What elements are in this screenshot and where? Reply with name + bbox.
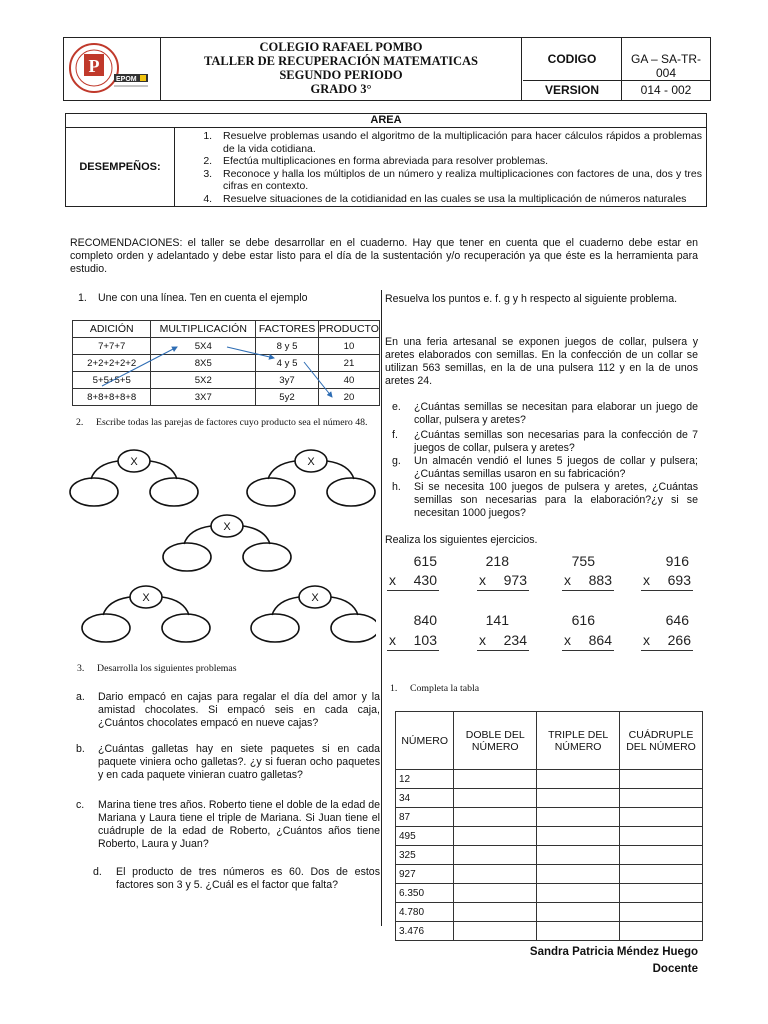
arrow-line [304, 362, 332, 397]
sum-line [641, 650, 693, 651]
answer-cell[interactable] [537, 770, 620, 789]
multiplier: 234 [503, 632, 527, 648]
q2-text: Escribe todas las parejas de factores cuyo producto sea el número 48. [96, 417, 368, 428]
sum-line [641, 590, 693, 591]
logo-image [64, 38, 160, 100]
header-cell: ADICIÓN [73, 321, 151, 338]
header-cell: CUÁDRUPLE DEL NÚMERO [620, 712, 703, 770]
multiplier: 266 [667, 632, 691, 648]
header-cell: NÚMERO [396, 712, 454, 770]
answer-cell[interactable] [620, 884, 703, 903]
table-cell: 8+8+8+8+8 [73, 389, 151, 406]
question-letter: h. [392, 481, 401, 493]
table-row [396, 884, 703, 903]
example-arrows [72, 320, 380, 404]
recommendations: RECOMENDACIONES: el taller se debe desarrollar en el cuaderno. Hay que tener en cuenta que el cuaderno debe estar en completo orden y adelantado y debe estar listo para el día de la sustentación y/o recuperación ya que éste es la herramienta para estudio. [70, 237, 698, 275]
right-intro: Resuelva los puntos e. f. g y h respecto al siguiente problema. [385, 293, 678, 305]
table-row [396, 903, 703, 922]
svg-text:EPOM: EPOM [116, 76, 137, 83]
question-e: ¿Cuántas semillas se necesitan para elaborar un juego de collar, pulsera y aretes? [414, 401, 698, 426]
answer-cell[interactable] [537, 865, 620, 884]
tree-branch [184, 526, 211, 544]
tree-mark: X [142, 592, 150, 604]
table-row [396, 922, 703, 941]
answer-cell[interactable] [620, 922, 703, 941]
table-cell: 10 [318, 338, 379, 355]
answer-cell[interactable] [537, 846, 620, 865]
performance-label: DESEMPEÑOS: [66, 128, 175, 207]
table-cell: 7+7+7 [73, 338, 151, 355]
table-row [396, 827, 703, 846]
sum-line [477, 590, 529, 591]
answer-cell[interactable] [454, 827, 537, 846]
question-letter: g. [392, 455, 401, 467]
teacher-name: Sandra Patricia Méndez Huego [529, 946, 698, 958]
area-title: AREA [66, 114, 707, 128]
number-cell: 12 [396, 770, 454, 789]
table-row [396, 789, 703, 808]
table-row [396, 808, 703, 827]
times-sign: x [389, 572, 396, 588]
performance-item: 1. Resuelve problemas usando el algoritmo de la multiplicación para hacer cálculos rápidos a problemas de la vida cotidiana. [215, 130, 702, 155]
answer-cell[interactable] [454, 884, 537, 903]
q2-number: 2. [76, 417, 84, 428]
multiplier: 864 [588, 632, 612, 648]
times-sign: x [564, 572, 571, 588]
answer-cell[interactable] [537, 903, 620, 922]
question-letter: f. [392, 429, 398, 441]
question-letter: e. [392, 401, 401, 413]
area-table [65, 113, 707, 207]
version-label: VERSION [544, 83, 599, 97]
factor-slot [243, 543, 291, 571]
answer-cell[interactable] [620, 789, 703, 808]
factor-slot [82, 614, 130, 642]
number-cell: 87 [396, 808, 454, 827]
multiplier: 973 [503, 572, 527, 588]
table-cell: 8X5 [151, 355, 256, 372]
answer-cell[interactable] [620, 770, 703, 789]
multiplier: 430 [413, 572, 437, 588]
table-cell: 5X2 [151, 372, 256, 389]
arrow-line [102, 347, 177, 386]
header-cell: PRODUCTO [318, 321, 379, 338]
table-cell: 8 y 5 [256, 338, 319, 355]
factor-slot [70, 478, 118, 506]
table-row [396, 865, 703, 884]
table-row [396, 846, 703, 865]
table-cell: 2+2+2+2+2 [73, 355, 151, 372]
performance-list-cell [175, 128, 707, 207]
column-divider [381, 290, 382, 926]
multiplicand: 646 [665, 612, 689, 628]
number-cell: 3.476 [396, 922, 454, 941]
question-h: Si se necesita 100 juegos de pulsera y aretes, ¿Cuántas semillas son necesarias para la elaboración?¿y si se necesitan 1000 juegos? [414, 481, 698, 519]
multiplier: 883 [588, 572, 612, 588]
number-cell: 495 [396, 827, 454, 846]
factor-slot [163, 543, 211, 571]
number-cell: 6.350 [396, 884, 454, 903]
answer-cell[interactable] [537, 789, 620, 808]
performance-item: 4. Resuelve situaciones de la cotidianidad en las cuales se usa la multiplicación de números naturales [215, 193, 702, 206]
answer-cell[interactable] [537, 808, 620, 827]
multiplicand: 218 [485, 553, 509, 569]
tree-branch [327, 461, 354, 479]
signature-block [460, 944, 698, 978]
number-cell: 4.780 [396, 903, 454, 922]
q4-text: Completa la tabla [410, 683, 480, 694]
table-cell: 5+5+5+5 [73, 372, 151, 389]
tree-mark: X [307, 456, 315, 468]
tree-branch [162, 597, 189, 615]
svg-text:P: P [88, 56, 100, 76]
problem-letter: b. [76, 743, 85, 755]
answer-cell[interactable] [454, 903, 537, 922]
right-problem: En una feria artesanal se exponen juegos de collar, pulsera y aretes elaborados con semillas. En la confección de un collar se utilizan 563 semillas, en la de una pulsera 112 y en la de unos aretes 24. [385, 336, 698, 387]
version-value: 014 - 002 [640, 83, 692, 97]
problem-a: Dario empacó en cajas para regalar el día del amor y la amistad chocolates. Si empacó seis en cada caja, ¿Cuántos chocolates empacó en nueve cajas? [98, 691, 380, 729]
question-f: ¿Cuántas semillas son necesarias para la confección de 7 juegos de collar, pulsera y aretes? [414, 429, 698, 454]
multiplicand: 916 [665, 553, 689, 569]
problem-d: El producto de tres números es 60. Dos de estos factores son 3 y 5. ¿Cuál es el factor que falta? [116, 866, 380, 891]
number-cell: 325 [396, 846, 454, 865]
sum-line [562, 650, 614, 651]
performance-item: 3. Reconoce y halla los múltiplos de un número y realiza multiplicaciones con factores de una, dos y tres cifras en contexto. [215, 168, 702, 193]
table-cell: 40 [318, 372, 379, 389]
multiplicand: 616 [571, 612, 595, 628]
tree-branch [331, 597, 358, 615]
problem-b: ¿Cuántas galletas hay en siete paquetes si en cada paquete viniera ocho galletas?. ¿y si fueran ocho paquetes y en cada paquete vinieran cuatro galletas? [98, 743, 380, 781]
answer-cell[interactable] [620, 846, 703, 865]
workshop-title: TALLER DE RECUPERACIÓN MATEMATICAS [204, 54, 478, 68]
times-sign: x [389, 632, 396, 648]
answer-cell[interactable] [620, 808, 703, 827]
question-g: Un almacén vendió el lunes 5 juegos de collar y pulsera; ¿Cuántas semillas usaron en su fabricación? [414, 455, 698, 480]
tree-branch [272, 597, 299, 615]
q3-number: 3. [77, 663, 85, 674]
table-cell: 3y7 [256, 372, 319, 389]
tree-mark: X [223, 521, 231, 533]
answer-cell[interactable] [454, 922, 537, 941]
multiplicand: 615 [413, 553, 437, 569]
exercises-title: Realiza los siguientes ejercicios. [385, 534, 538, 546]
factor-slot [331, 614, 376, 642]
answer-cell[interactable] [537, 884, 620, 903]
answer-cell[interactable] [454, 808, 537, 827]
answer-cell[interactable] [454, 770, 537, 789]
code-label: CODIGO [547, 52, 597, 66]
times-sign: x [643, 632, 650, 648]
problem-letter: c. [76, 799, 85, 811]
answer-cell[interactable] [620, 827, 703, 846]
problem-c: Marina tiene tres años. Roberto tiene el doble de la edad de Mariana y Laura tiene el triple de Mariana. Si Juan tiene el cuádruple de la edad de Roberto, ¿Cuántos años tiene Roberto, Laura y Juan? [98, 799, 380, 850]
document-header [63, 37, 711, 101]
table-header-row [396, 712, 703, 770]
table-row [396, 770, 703, 789]
problem-letter: d. [93, 866, 102, 878]
header-title-block [161, 38, 522, 100]
table-cell: 3X7 [151, 389, 256, 406]
tree-branch [91, 461, 118, 479]
answer-cell[interactable] [454, 865, 537, 884]
tree-mark: X [130, 456, 138, 468]
tree-branch [103, 597, 130, 615]
q3-text: Desarrolla los siguientes problemas [97, 663, 237, 674]
times-sign: x [479, 632, 486, 648]
factor-slot [251, 614, 299, 642]
problem-letter: a. [76, 691, 85, 703]
factor-slot [162, 614, 210, 642]
answer-cell[interactable] [454, 846, 537, 865]
header-cell: FACTORES [256, 321, 319, 338]
grade: GRADO 3° [310, 82, 372, 96]
multiplication-exercises [385, 550, 701, 655]
factor-trees [66, 446, 376, 656]
school-logo [64, 38, 161, 100]
times-sign: x [643, 572, 650, 588]
answer-cell[interactable] [454, 789, 537, 808]
performance-list [197, 130, 702, 205]
answer-cell[interactable] [620, 865, 703, 884]
factor-slot [247, 478, 295, 506]
table-cell: 5y2 [256, 389, 319, 406]
times-sign: x [564, 632, 571, 648]
sum-line [387, 650, 439, 651]
multiplicand: 840 [413, 612, 437, 628]
table-cell: 21 [318, 355, 379, 372]
header-cell: TRIPLE DEL NÚMERO [537, 712, 620, 770]
answer-cell[interactable] [537, 922, 620, 941]
teacher-role: Docente [652, 963, 698, 975]
answer-cell[interactable] [537, 827, 620, 846]
number-cell: 927 [396, 865, 454, 884]
tree-branch [268, 461, 295, 479]
times-sign: x [479, 572, 486, 588]
sum-line [562, 590, 614, 591]
school-name: COLEGIO RAFAEL POMBO [259, 40, 423, 54]
multiplicand: 755 [571, 553, 595, 569]
number-cell: 34 [396, 789, 454, 808]
q4-number: 1. [390, 683, 398, 694]
multiplicand: 141 [485, 612, 509, 628]
q1-number: 1. [78, 292, 87, 304]
table-cell: 20 [318, 389, 379, 406]
code-block [523, 38, 710, 100]
header-cell: DOBLE DEL NÚMERO [454, 712, 537, 770]
multiplier: 693 [667, 572, 691, 588]
performance-item: 2. Efectúa multiplicaciones en forma abreviada para resolver problemas. [215, 155, 702, 168]
tree-branch [150, 461, 177, 479]
factor-slot [150, 478, 198, 506]
sum-line [387, 590, 439, 591]
table-cell: 5X4 [151, 338, 256, 355]
answer-cell[interactable] [620, 903, 703, 922]
sum-line [477, 650, 529, 651]
complete-table [395, 711, 703, 941]
arrow-line [227, 347, 274, 358]
period: SEGUNDO PERIODO [279, 68, 403, 82]
multiplier: 103 [413, 632, 437, 648]
q1-text: Une con una línea. Ten en cuenta el ejemplo [98, 292, 308, 304]
code-value: GA – SA-TR- 004 [630, 52, 701, 80]
factor-slot [327, 478, 375, 506]
tree-branch [243, 526, 270, 544]
header-cell: MULTIPLICACIÓN [151, 321, 256, 338]
tree-mark: X [311, 592, 319, 604]
table-cell: 4 y 5 [256, 355, 319, 372]
